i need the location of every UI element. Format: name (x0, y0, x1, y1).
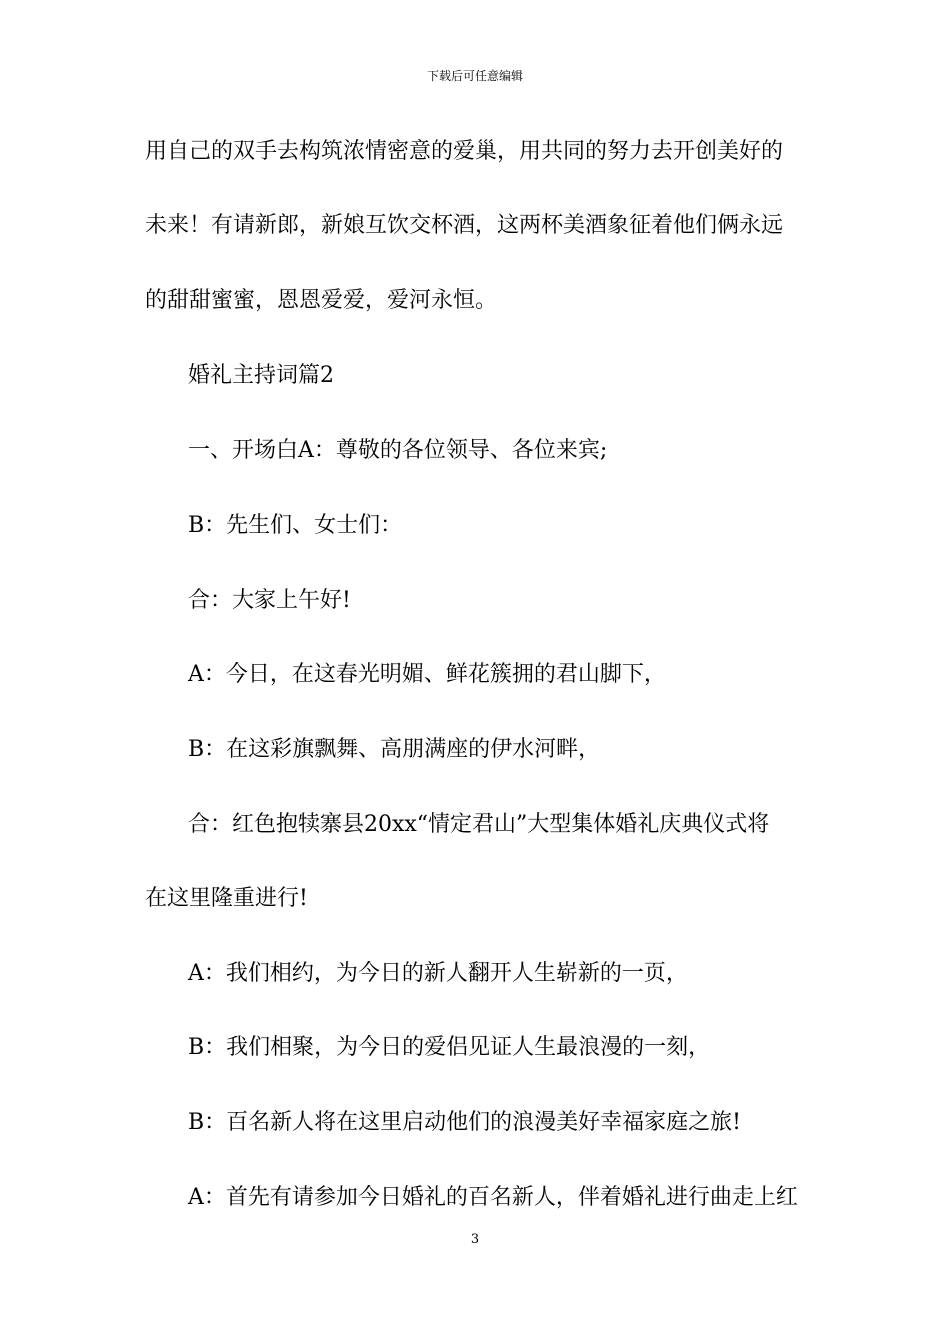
paragraph-line: 合：大家上午好! (188, 588, 351, 613)
paragraph-line: 合：红色抱犊寨县20xx“情定君山”大型集体婚礼庆典仪式将 (188, 812, 770, 837)
paragraph-line: B：在这彩旗飘舞、高朋满座的伊水河畔， (188, 737, 601, 762)
paragraph-line: 一、开场白A：尊敬的各位领导、各位来宾; (188, 438, 608, 463)
paragraph-line: 未来！有请新郎，新娘互饮交杯酒，这两杯美酒象征着他们俩永远 (145, 213, 784, 238)
page-number: 3 (470, 1232, 480, 1247)
paragraph-line: A：首先有请参加今日婚礼的百名新人，伴着婚礼进行曲走上红 (188, 1185, 798, 1210)
paragraph-line: 用自己的双手去构筑浓情密意的爱巢，用共同的努力去开创美好的 (145, 139, 784, 164)
header-note: 下载后可任意编辑 (426, 69, 523, 83)
paragraph-line: 在这里隆重进行! (145, 886, 308, 911)
paragraph-line: A：今日，在这春光明媚、鲜花簇拥的君山脚下， (188, 662, 666, 687)
section-heading: 婚礼主持词篇2 (188, 363, 334, 388)
paragraph-line: B：先生们、女士们： (188, 513, 403, 538)
paragraph-line: A：我们相约，为今日的新人翻开人生崭新的一页， (188, 961, 688, 986)
paragraph-line: 的甜甜蜜蜜，恩恩爱爱，爱河永恒。 (145, 288, 498, 313)
paragraph-line: B：我们相聚，为今日的爱侣见证人生最浪漫的一刻， (188, 1035, 711, 1060)
paragraph-line: B：百名新人将在这里启动他们的浪漫美好幸福家庭之旅! (188, 1110, 742, 1135)
